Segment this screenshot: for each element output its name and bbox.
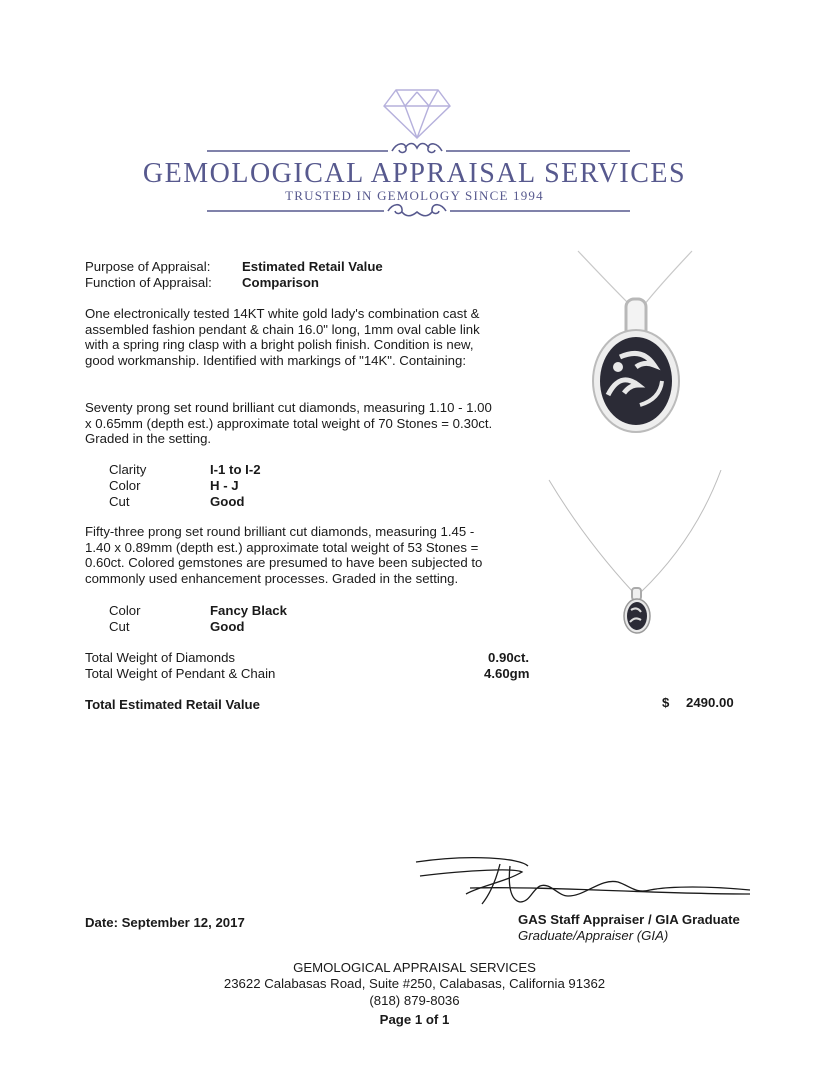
company-logo	[0, 80, 829, 230]
footer-company: GEMOLOGICAL APPRAISAL SERVICES	[293, 960, 536, 975]
appraiser-subtitle: Graduate/Appraiser (GIA)	[518, 928, 669, 943]
spec-value-cut: Good	[210, 494, 245, 509]
footer-address: 23622 Calabasas Road, Suite #250, Calabasas, California 91362	[223, 976, 606, 991]
purpose-value: Estimated Retail Value	[242, 259, 383, 274]
spec-value-clarity: I-1 to I-2	[210, 462, 261, 477]
company-tagline: TRUSTED IN GEMOLOGY SINCE 1994	[285, 188, 544, 203]
spec-label-color: Color	[109, 478, 141, 493]
pendant-chain-icon	[545, 470, 735, 640]
appraiser-signature	[410, 850, 755, 920]
spec-value-color: H - J	[210, 478, 239, 493]
company-name-heading: GEMOLOGICAL APPRAISAL SERVICES	[142, 158, 687, 189]
currency-symbol: $	[662, 695, 670, 710]
spec-label-color-2: Color	[109, 603, 141, 618]
appraiser-title: GAS Staff Appraiser / GIA Graduate	[518, 912, 740, 927]
item-description: One electronically tested 14KT white gold lady's combination cast & assembled fashion pendant & chain 16.0" long, 1mm oval cable link with a spring ring clasp with a bright polish finish. Condition is new, good workmanship. Identified with markings of "14K". Containing:	[85, 306, 480, 368]
spec-value-color-2: Fancy Black	[210, 603, 287, 618]
stones-1-description: Seventy prong set round brilliant cut diamonds, measuring 1.10 - 1.00 x 0.65mm (depth est.) approximate total weight of 70 Stones = 0.30ct. Graded in the setting.	[85, 400, 493, 447]
total-retail-label: Total Estimated Retail Value	[85, 697, 260, 712]
total-pendant-value: 4.60gm	[484, 666, 530, 681]
pendant-closeup-icon	[560, 245, 710, 435]
total-retail-value: 2490.00	[686, 695, 734, 710]
total-pendant-label: Total Weight of Pendant & Chain	[85, 666, 276, 681]
page-number: Page 1 of 1	[379, 1012, 450, 1027]
signature-scribble-icon	[410, 850, 755, 920]
stones-2-description: Fifty-three prong set round brilliant cut diamonds, measuring 1.45 - 1.40 x 0.89mm (depth est.) approximate total weight of 53 Stones = 0.60ct. Colored gemstones are presumed to have been subjected to commonly used enhancement processes. Graded in the setting.	[85, 524, 483, 586]
total-diamonds-value: 0.90ct.	[488, 650, 530, 665]
spec-label-cut-2: Cut	[109, 619, 130, 634]
appraisal-date: Date: September 12, 2017	[85, 915, 245, 930]
spec-label-clarity: Clarity	[109, 462, 147, 477]
total-diamonds-label: Total Weight of Diamonds	[85, 650, 236, 665]
function-label: Function of Appraisal:	[85, 275, 212, 290]
function-value: Comparison	[242, 275, 319, 290]
footer-phone: (818) 879-8036	[369, 993, 460, 1008]
diamond-logo-icon	[0, 80, 829, 230]
spec-label-cut: Cut	[109, 494, 130, 509]
purpose-label: Purpose of Appraisal:	[85, 259, 211, 274]
spec-value-cut-2: Good	[210, 619, 245, 634]
pendant-closeup-photo	[560, 245, 710, 435]
pendant-chain-photo	[545, 470, 735, 640]
